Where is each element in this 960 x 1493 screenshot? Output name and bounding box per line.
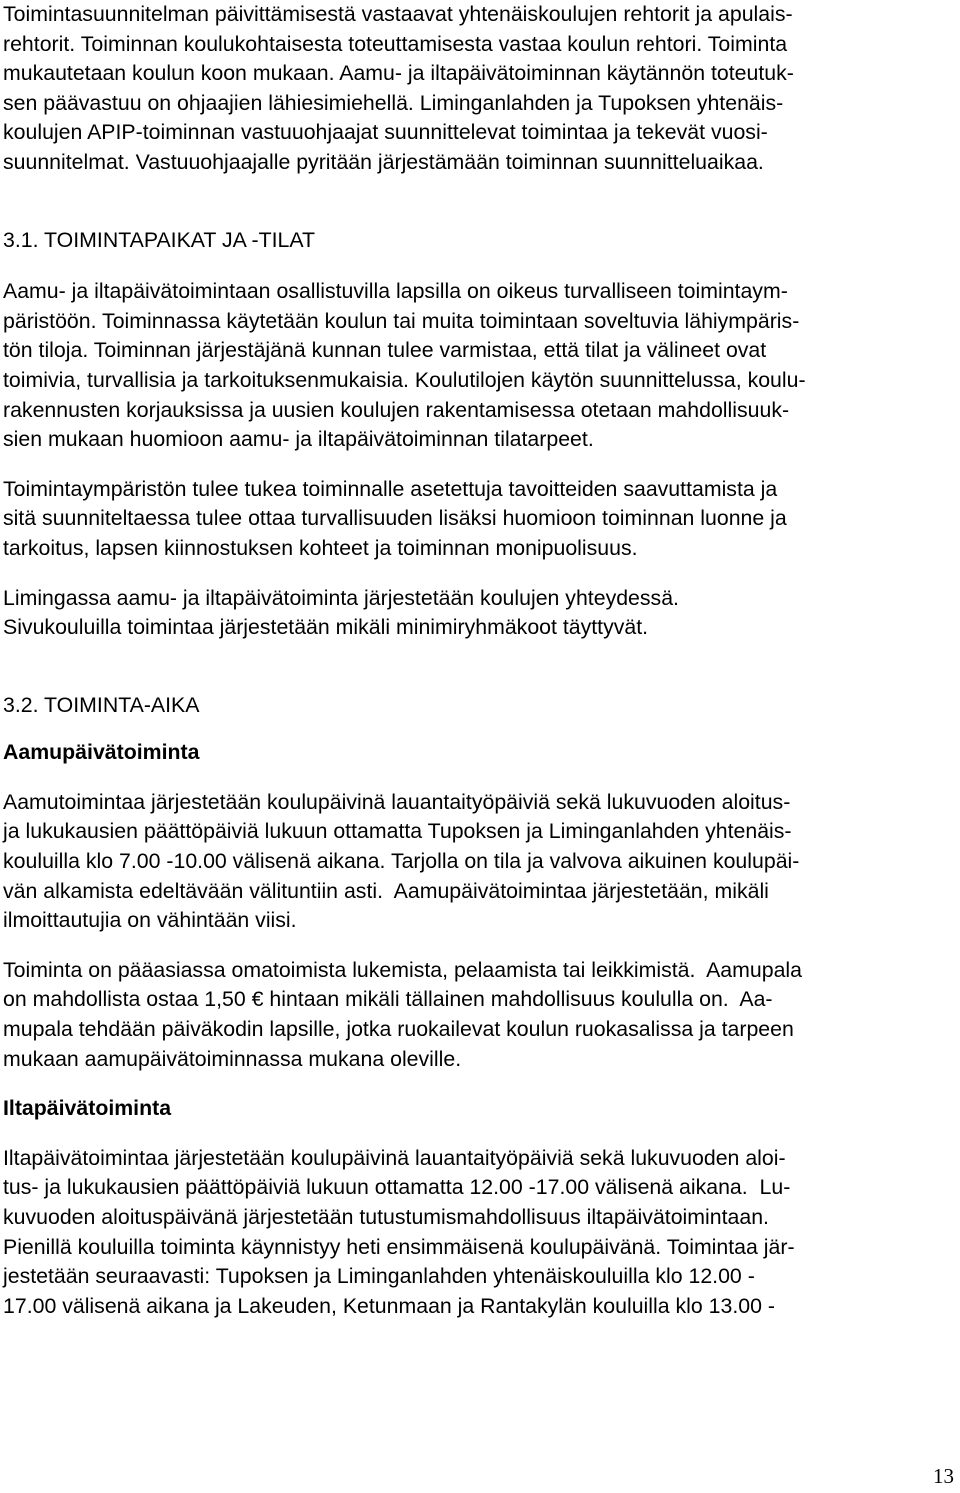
section-heading-3-2: 3.2. TOIMINTA-AIKA: [3, 692, 200, 717]
text-line: päristöön. Toiminnassa käytetään koulun tai muita toimintaan soveltuvia lähiympäris-: [3, 308, 800, 333]
text-line: Toimintaympäristön tulee tukea toiminnalle asetettuja tavoitteiden saavuttamista ja: [3, 476, 778, 501]
text-line: rehtorit. Toiminnan koulukohtaisesta toteuttamisesta vastaa koulun rehtori. Toiminta: [3, 31, 788, 56]
text-line: sitä suunniteltaessa tulee ottaa turvallisuuden lisäksi huomioon toiminnan luonne ja: [3, 506, 787, 531]
text-line: ilmoittautujia on vähintään viisi.: [3, 908, 297, 933]
text-line: sien mukaan huomioon aamu- ja iltapäivätoiminnan tilatarpeet.: [3, 427, 594, 452]
document-page: [3, 0, 954, 1321]
subheading-morning-activity: Aamupäivätoiminta: [3, 740, 200, 765]
text-line: mukautetaan koulun koon mukaan. Aamu- ja iltapäivätoiminnan käytännön toteutuk-: [3, 61, 794, 86]
subheading-afternoon-activity: Iltapäivätoiminta: [3, 1096, 172, 1121]
text-line: mukaan aamupäivätoiminnassa mukana oleville.: [3, 1046, 462, 1071]
text-line: tus- ja lukukausien päättöpäiviä lukuun ottamatta 12.00 -17.00 välisenä aikana. Lu-: [3, 1175, 791, 1200]
morning-paragraph-1: [3, 788, 954, 936]
text-line: Limingassa aamu- ja iltapäivätoiminta järjestetään koulujen yhteydessä.: [3, 585, 679, 610]
text-line: sen päävastuu on ohjaajien lähiesimiehellä. Liminganlahden ja Tupoksen yhtenäis-: [3, 90, 784, 115]
text-line: Sivukouluilla toimintaa järjestetään mikäli minimiryhmäkoot täyttyvät.: [3, 615, 649, 640]
text-line: Pienillä kouluilla toiminta käynnistyy heti ensimmäisenä koulupäivänä. Toimintaa jär-: [3, 1234, 795, 1259]
morning-paragraph-2: [3, 956, 954, 1074]
text-line: Toimintasuunnitelman päivittämisestä vastaavat yhtenäiskoulujen rehtorit ja apulais-: [3, 2, 793, 26]
afternoon-paragraph-1: [3, 1144, 954, 1322]
text-line: tön tiloja. Toiminnan järjestäjänä kunnan tulee varmistaa, että tilat ja välineet ovat: [3, 338, 767, 363]
text-line: mupala tehdään päiväkodin lapsille, jotka ruokailevat koulun ruokasalissa ja tarpeen: [3, 1017, 794, 1042]
text-line: kuvuoden aloituspäivänä järjestetään tutustumismahdollisuus iltapäivätoimintaan.: [3, 1205, 769, 1229]
section-3-1-paragraph-1: [3, 277, 954, 455]
text-line: vän alkamista edeltävään välituntiin asti. Aamupäivätoimintaa järjestetään, mikäli: [3, 878, 769, 903]
text-line: Aamu- ja iltapäivätoimintaan osallistuvilla lapsilla on oikeus turvalliseen toimintaym-: [3, 279, 788, 304]
text-line: kouluilla klo 7.00 -10.00 välisenä aikana. Tarjolla on tila ja valvova aikuinen koulupäi-: [3, 849, 800, 874]
text-line: 17.00 välisenä aikana ja Lakeuden, Ketunmaan ja Rantakylän kouluilla klo 13.00 -: [3, 1293, 775, 1318]
text-line: Aamutoimintaa järjestetään koulupäivinä lauantaityöpäiviä sekä lukuvuoden aloitus-: [3, 789, 791, 814]
page-number: 13: [933, 1464, 954, 1488]
text-line: ja lukukausien päättöpäiviä lukuun ottamatta Tupoksen ja Liminganlahden yhtenäis-: [3, 819, 792, 844]
text-line: rakennusten korjauksissa ja uusien koulujen rakentamisessa otetaan mahdollisuuk-: [3, 397, 790, 422]
intro-paragraph: [3, 0, 954, 178]
text-line: jestetään seuraavasti: Tupoksen ja Liminganlahden yhtenäiskouluilla klo 12.00 -: [3, 1264, 755, 1289]
text-line: suunnitelmat. Vastuuohjaajalle pyritään järjestämään toiminnan suunnitteluaikaa.: [3, 149, 764, 174]
text-line: koulujen APIP-toiminnan vastuuohjaajat suunnittelevat toimintaa ja tekevät vuosi-: [3, 120, 768, 145]
text-line: Iltapäivätoimintaa järjestetään koulupäivinä lauantaityöpäiviä sekä lukuvuoden aloi-: [3, 1145, 786, 1170]
section-3-1-paragraph-3: [3, 584, 954, 643]
text-line: tarkoitus, lapsen kiinnostuksen kohteet ja toiminnan monipuolisuus.: [3, 535, 638, 560]
text-line: Toiminta on pääasiassa omatoimista lukemista, pelaamista tai leikkimistä. Aamupala: [3, 957, 802, 982]
text-line: toimivia, turvallisia ja tarkoituksenmukaisia. Koulutilojen käytön suunnittelussa, koulu-: [3, 367, 806, 392]
section-heading-3-1: 3.1. TOIMINTAPAIKAT JA -TILAT: [3, 227, 316, 252]
text-line: on mahdollista ostaa 1,50 € hintaan mikäli tällainen mahdollisuus koululla on. Aa-: [3, 987, 773, 1012]
section-3-1-paragraph-2: [3, 475, 954, 564]
